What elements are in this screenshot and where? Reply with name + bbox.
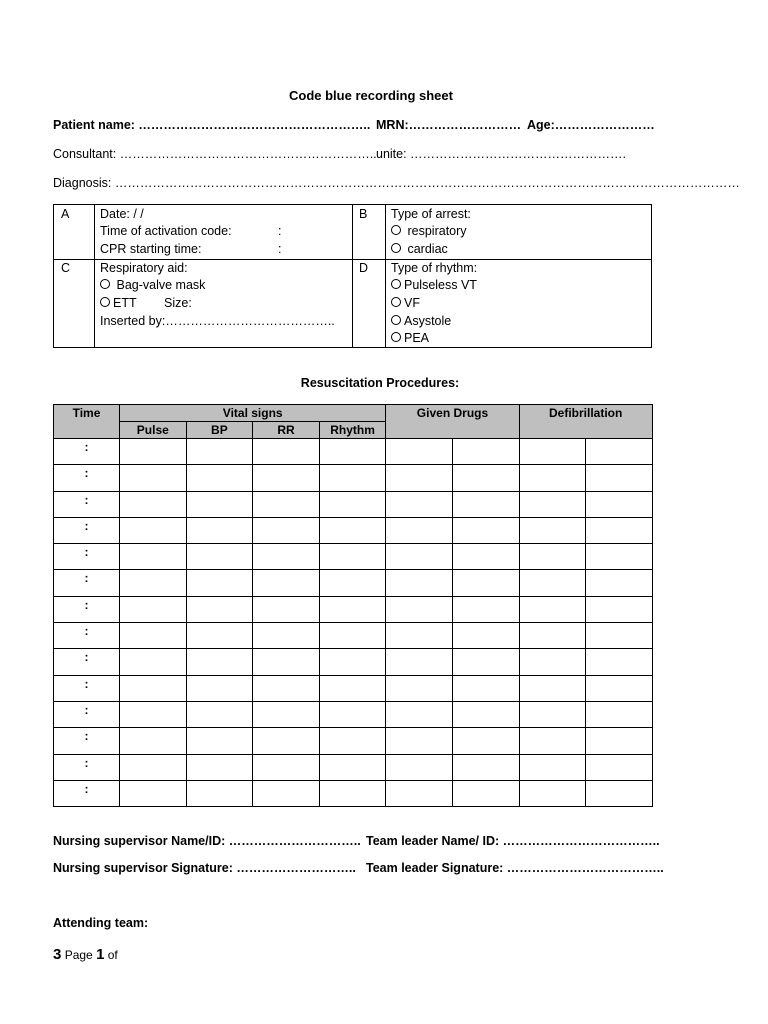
table-row <box>54 649 653 675</box>
rhythm-option-pulseless-vt[interactable]: Pulseless VT <box>391 276 477 294</box>
data-cell[interactable] <box>452 517 519 543</box>
time-cell[interactable]: : <box>54 675 120 701</box>
data-cell[interactable] <box>586 517 653 543</box>
radio-icon <box>391 243 401 253</box>
time-cell[interactable]: : <box>54 465 120 491</box>
rhythm-option-pea[interactable]: PEA <box>391 329 429 347</box>
data-cell[interactable] <box>120 623 187 649</box>
data-cell[interactable] <box>186 465 253 491</box>
data-cell[interactable] <box>452 728 519 754</box>
label-d: D <box>359 261 369 275</box>
resuscitation-title: Resuscitation Procedures: <box>300 376 460 390</box>
data-cell[interactable] <box>452 675 519 701</box>
data-cell[interactable] <box>586 675 653 701</box>
data-cell[interactable] <box>386 649 453 675</box>
data-cell[interactable] <box>186 491 253 517</box>
data-cell[interactable] <box>452 649 519 675</box>
bvm-option[interactable]: Bag-valve mask <box>100 276 205 294</box>
activation-colon: : <box>278 224 282 238</box>
data-cell[interactable] <box>319 623 386 649</box>
arrest-type-title: Type of arrest: <box>391 207 471 221</box>
data-cell[interactable] <box>586 465 653 491</box>
data-cell[interactable] <box>452 465 519 491</box>
data-cell[interactable] <box>586 570 653 596</box>
data-cell[interactable] <box>253 517 320 543</box>
rhythm-header: Rhythm <box>319 422 386 439</box>
data-cell[interactable] <box>386 570 453 596</box>
age-field: Age:…………………… <box>527 118 655 132</box>
data-cell[interactable] <box>319 596 386 622</box>
defibrillation-header: Defibrillation <box>519 405 652 439</box>
data-cell[interactable] <box>253 596 320 622</box>
data-cell[interactable] <box>519 728 586 754</box>
data-cell[interactable] <box>386 728 453 754</box>
data-cell[interactable] <box>186 596 253 622</box>
data-cell[interactable] <box>319 544 386 570</box>
data-cell[interactable] <box>319 491 386 517</box>
data-cell[interactable] <box>519 439 586 465</box>
radio-icon <box>391 279 401 289</box>
patient-name-field: Patient name: ……………………………………………….. <box>53 118 371 132</box>
data-cell[interactable] <box>452 544 519 570</box>
data-cell[interactable] <box>253 439 320 465</box>
radio-icon <box>100 279 110 289</box>
data-cell[interactable] <box>186 728 253 754</box>
given-drugs-header: Given Drugs <box>386 405 519 439</box>
data-cell[interactable] <box>586 780 653 806</box>
data-cell[interactable] <box>586 596 653 622</box>
data-cell[interactable] <box>319 754 386 780</box>
time-cell[interactable]: : <box>54 728 120 754</box>
data-cell[interactable] <box>519 701 586 727</box>
data-cell[interactable] <box>386 544 453 570</box>
pulse-header: Pulse <box>120 422 187 439</box>
data-cell[interactable] <box>319 439 386 465</box>
consultant-field: Consultant: …………………………………………………….. <box>53 147 377 161</box>
table-row <box>54 754 653 780</box>
data-cell[interactable] <box>519 491 586 517</box>
data-cell[interactable] <box>319 780 386 806</box>
data-cell[interactable] <box>386 491 453 517</box>
respiratory-aid-title: Respiratory aid: <box>100 261 188 275</box>
data-cell[interactable] <box>253 465 320 491</box>
team-leader-name-field: Team leader Name/ ID: ……………………………….. <box>366 834 660 848</box>
time-cell[interactable]: : <box>54 544 120 570</box>
data-cell[interactable] <box>186 780 253 806</box>
data-cell[interactable] <box>519 623 586 649</box>
table-row <box>54 517 653 543</box>
page-word: Page <box>64 948 93 962</box>
data-cell[interactable] <box>519 570 586 596</box>
data-cell[interactable] <box>319 675 386 701</box>
data-cell[interactable] <box>386 465 453 491</box>
nursing-supervisor-signature-field: Nursing supervisor Signature: ……………………….. <box>53 861 356 875</box>
data-cell[interactable] <box>319 570 386 596</box>
unite-field: unite: ……………………………………………. <box>376 147 627 161</box>
data-cell[interactable] <box>120 439 187 465</box>
data-cell[interactable] <box>319 701 386 727</box>
time-cell[interactable]: : <box>54 570 120 596</box>
data-cell[interactable] <box>186 544 253 570</box>
data-cell[interactable] <box>319 517 386 543</box>
data-cell[interactable] <box>120 517 187 543</box>
data-cell[interactable] <box>253 570 320 596</box>
data-cell[interactable] <box>586 649 653 675</box>
data-cell[interactable] <box>120 780 187 806</box>
data-cell[interactable] <box>253 754 320 780</box>
data-cell[interactable] <box>519 754 586 780</box>
data-cell[interactable] <box>253 544 320 570</box>
data-cell[interactable] <box>120 754 187 780</box>
radio-icon <box>391 297 401 307</box>
cpr-time-field: CPR starting time: <box>100 242 202 256</box>
page-footer <box>53 946 118 963</box>
table-row <box>54 544 653 570</box>
data-cell[interactable] <box>519 649 586 675</box>
abcd-box <box>53 204 652 348</box>
data-cell[interactable] <box>253 701 320 727</box>
data-cell[interactable] <box>186 517 253 543</box>
data-cell[interactable] <box>386 780 453 806</box>
time-cell[interactable]: : <box>54 649 120 675</box>
table-row <box>54 570 653 596</box>
data-cell[interactable] <box>120 596 187 622</box>
data-cell[interactable] <box>452 570 519 596</box>
page-current: 1 <box>96 946 105 963</box>
table-row <box>54 701 653 727</box>
data-cell[interactable] <box>186 623 253 649</box>
time-cell[interactable]: : <box>54 517 120 543</box>
arrest-option-cardiac[interactable]: cardiac <box>391 240 448 258</box>
data-cell[interactable] <box>586 623 653 649</box>
inserted-by-field: Inserted by:………………………………….. <box>100 314 335 328</box>
table-row <box>54 596 653 622</box>
data-cell[interactable] <box>120 675 187 701</box>
table-row <box>54 728 653 754</box>
radio-icon <box>100 297 110 307</box>
arrest-option-respiratory[interactable]: respiratory <box>391 222 467 240</box>
data-cell[interactable] <box>386 596 453 622</box>
bp-header: BP <box>186 422 253 439</box>
time-cell[interactable]: : <box>54 780 120 806</box>
ett-size-field: Size: <box>164 296 192 310</box>
rr-header: RR <box>253 422 320 439</box>
data-cell[interactable] <box>186 675 253 701</box>
time-cell[interactable]: : <box>54 701 120 727</box>
data-cell[interactable] <box>319 465 386 491</box>
data-cell[interactable] <box>319 649 386 675</box>
data-cell[interactable] <box>452 754 519 780</box>
rhythm-type-title: Type of rhythm: <box>391 261 478 275</box>
data-cell[interactable] <box>519 544 586 570</box>
data-cell[interactable] <box>253 780 320 806</box>
data-cell[interactable] <box>519 675 586 701</box>
table-row <box>54 780 653 806</box>
data-cell[interactable] <box>253 728 320 754</box>
activation-time-field: Time of activation code: <box>100 224 232 238</box>
data-cell[interactable] <box>253 623 320 649</box>
data-cell[interactable] <box>253 649 320 675</box>
ett-option[interactable]: ETT <box>100 294 137 312</box>
table-row <box>54 675 653 701</box>
radio-icon <box>391 225 401 235</box>
data-cell[interactable] <box>586 439 653 465</box>
vital-signs-header: Vital signs <box>120 405 386 422</box>
radio-icon <box>391 315 401 325</box>
time-cell[interactable]: : <box>54 491 120 517</box>
page-total: 3 <box>53 946 62 963</box>
resuscitation-table <box>53 404 653 807</box>
time-header: Time <box>54 405 120 439</box>
data-cell[interactable] <box>452 623 519 649</box>
data-cell[interactable] <box>519 465 586 491</box>
data-cell[interactable] <box>452 780 519 806</box>
data-cell[interactable] <box>120 728 187 754</box>
time-cell[interactable]: : <box>54 439 120 465</box>
data-cell[interactable] <box>586 754 653 780</box>
team-leader-signature-field: Team leader Signature: ……………………………….. <box>366 861 664 875</box>
data-cell[interactable] <box>452 439 519 465</box>
data-cell[interactable] <box>186 649 253 675</box>
data-cell[interactable] <box>586 491 653 517</box>
data-cell[interactable] <box>586 544 653 570</box>
mrn-field: MRN:……………………… <box>376 118 522 132</box>
data-cell[interactable] <box>519 780 586 806</box>
data-cell[interactable] <box>120 465 187 491</box>
data-cell[interactable] <box>519 517 586 543</box>
rhythm-option-asystole[interactable]: Asystole <box>391 312 451 330</box>
data-cell[interactable] <box>386 439 453 465</box>
date-field: Date: / / <box>100 207 144 221</box>
time-cell[interactable]: : <box>54 754 120 780</box>
data-cell[interactable] <box>452 491 519 517</box>
data-cell[interactable] <box>186 570 253 596</box>
nursing-supervisor-name-field: Nursing supervisor Name/ID: ………………………….. <box>53 834 361 848</box>
diagnosis-field: Diagnosis: …………………………………………………………………………………………………………………………………… <box>53 176 740 190</box>
label-c: C <box>61 261 71 275</box>
data-cell[interactable] <box>386 701 453 727</box>
table-row <box>54 439 653 465</box>
cpr-colon: : <box>278 242 282 256</box>
data-cell[interactable] <box>386 754 453 780</box>
label-b: B <box>359 207 368 221</box>
page-of: of <box>107 948 118 962</box>
data-cell[interactable] <box>186 701 253 727</box>
data-cell[interactable] <box>253 491 320 517</box>
data-cell[interactable] <box>586 701 653 727</box>
radio-icon <box>391 332 401 342</box>
data-cell[interactable] <box>519 596 586 622</box>
data-cell[interactable] <box>386 623 453 649</box>
data-cell[interactable] <box>253 675 320 701</box>
rhythm-option-vf[interactable]: VF <box>391 294 420 312</box>
data-cell[interactable] <box>120 701 187 727</box>
data-cell[interactable] <box>386 675 453 701</box>
time-cell[interactable]: : <box>54 623 120 649</box>
data-cell[interactable] <box>452 701 519 727</box>
table-row <box>54 491 653 517</box>
attending-team-label: Attending team: <box>53 916 149 930</box>
data-cell[interactable] <box>186 439 253 465</box>
table-row <box>54 465 653 491</box>
data-cell[interactable] <box>452 596 519 622</box>
table-row <box>54 623 653 649</box>
data-cell[interactable] <box>120 491 187 517</box>
data-cell[interactable] <box>586 728 653 754</box>
document-title: Code blue recording sheet <box>289 88 453 103</box>
data-cell[interactable] <box>120 570 187 596</box>
data-cell[interactable] <box>386 517 453 543</box>
data-cell[interactable] <box>319 728 386 754</box>
label-a: A <box>61 207 70 221</box>
time-cell[interactable]: : <box>54 596 120 622</box>
data-cell[interactable] <box>186 754 253 780</box>
data-cell[interactable] <box>120 649 187 675</box>
data-cell[interactable] <box>120 544 187 570</box>
